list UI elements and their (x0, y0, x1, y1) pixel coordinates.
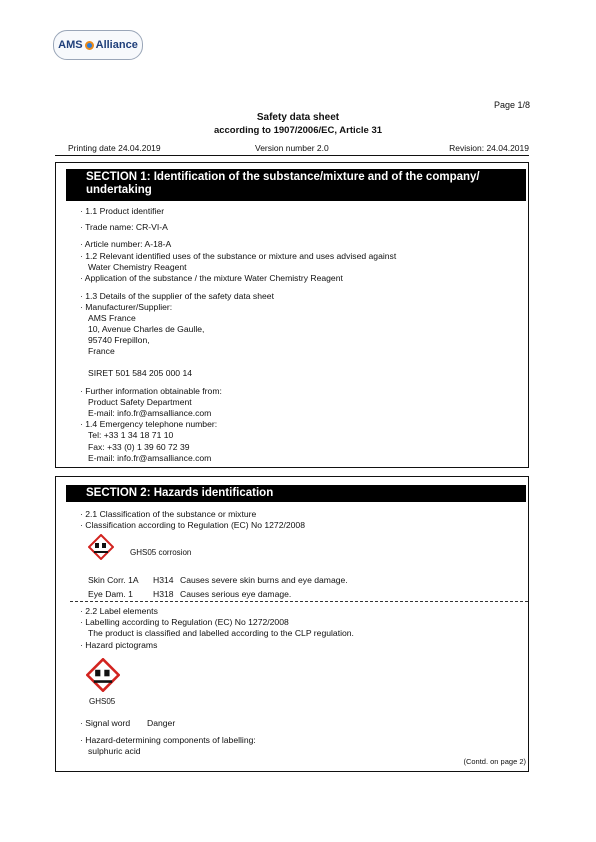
section-1-line: Fax: +33 (0) 1 39 60 72 39 (88, 442, 190, 452)
logo-text-right: Alliance (95, 39, 138, 51)
section-1-line: · Manufacturer/Supplier: (80, 302, 173, 312)
section-1-box (55, 162, 529, 468)
section-1-line: · Application of the substance / the mixture Water Chemistry Reagent (80, 273, 343, 283)
logo-text-left: AMS (58, 39, 83, 51)
section-1-line: France (88, 346, 115, 356)
label-elements-line: The product is classified and labelled according to the CLP regulation. (88, 628, 354, 638)
section-1-line: · Further information obtainable from: (80, 386, 222, 396)
section-1-line: 95740 Frepillon, (88, 335, 150, 345)
section-1-line: E-mail: info.fr@amsalliance.com (88, 408, 212, 418)
section-2-heading: SECTION 2: Hazards identification (66, 485, 526, 502)
section-1-line: 10, Avenue Charles de Gaulle, (88, 324, 205, 334)
section-1-line: AMS France (88, 313, 136, 323)
version-number: Version number 2.0 (255, 143, 329, 153)
document-subtitle: according to 1907/2006/EC, Article 31 (213, 125, 383, 136)
revision-date: Revision: 24.04.2019 (449, 143, 529, 153)
section-1-line: SIRET 501 584 205 000 14 (88, 368, 193, 378)
label-elements-line: · Labelling according to Regulation (EC) No 1272/2008 (80, 617, 289, 627)
label-elements-line: · Hazard pictograms (80, 640, 158, 650)
hazard-code: H314 (153, 575, 174, 585)
document-title: Safety data sheet (256, 112, 340, 123)
hazard-class: Eye Dam. 1 (88, 589, 133, 599)
section-divider (70, 601, 528, 602)
hazard-code: H318 (153, 589, 174, 599)
section-1-line: Water Chemistry Reagent (88, 262, 187, 272)
section-1-heading-line2: undertaking (86, 184, 152, 196)
ghs05-label: GHS05 corrosion (130, 548, 192, 557)
label-elements-line: · 2.2 Label elements (80, 606, 158, 616)
section-1-line: · 1.1 Product identifier (80, 206, 165, 216)
classification-regulation: · Classification according to Regulation (EC) No 1272/2008 (80, 520, 305, 530)
section-1-line: · 1.4 Emergency telephone number: (80, 419, 218, 429)
section-1-heading-line1: SECTION 1: Identification of the substance/mixture and of the company/ (86, 171, 480, 183)
hazard-class: Skin Corr. 1A (88, 575, 139, 585)
section-1-line: · Article number: A-18-A (80, 239, 172, 249)
signal-word-value: Danger (147, 718, 176, 728)
section-1-line: · Trade name: CR-VI-A (80, 222, 168, 232)
signal-word-label: · Signal word (80, 718, 131, 728)
ghs05-corrosion-icon (88, 534, 114, 560)
section-1-line: · 1.2 Relevant identified uses of the substance or mixture and uses advised against (80, 251, 397, 261)
section-1-heading (66, 169, 526, 201)
hazard-statement: Causes serious eye damage. (180, 589, 292, 599)
logo-dot-icon (85, 41, 94, 50)
section-1-line: Product Safety Department (88, 397, 192, 407)
section-1-line: Tel: +33 1 34 18 71 10 (88, 430, 174, 440)
hazard-statement: Causes severe skin burns and eye damage. (180, 575, 348, 585)
section-1-line: E-mail: info.fr@amsalliance.com (88, 453, 212, 463)
ghs05-pictogram-icon (86, 658, 120, 692)
hazard-component: sulphuric acid (88, 746, 141, 756)
page-number: Page 1/8 (493, 100, 530, 110)
continued-note: (Contd. on page 2) (463, 757, 526, 766)
hazard-components-label: · Hazard-determining components of labelling: (80, 735, 256, 745)
printing-date: Printing date 24.04.2019 (68, 143, 161, 153)
company-logo (53, 30, 143, 60)
section-2-box (55, 476, 529, 772)
header-rule (55, 155, 529, 156)
section-1-line: · 1.3 Details of the supplier of the safety data sheet (80, 291, 274, 301)
classification-title: · 2.1 Classification of the substance or mixture (80, 509, 257, 519)
pictogram-caption: GHS05 (89, 697, 116, 706)
